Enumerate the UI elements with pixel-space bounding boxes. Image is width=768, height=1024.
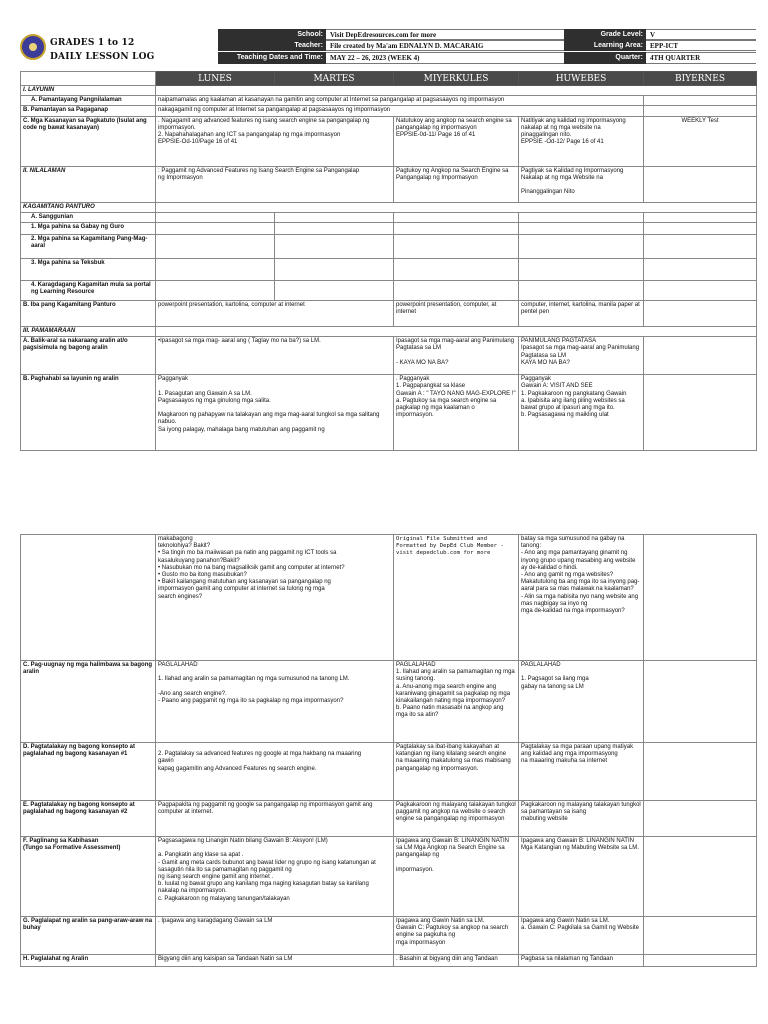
- nilalaman-lunes: : Paggamit ng Advanced Features ng Isang Search Engine sa Pangangalap ng Impormasyon: [156, 166, 394, 202]
- pagtatalakay-1-lunes: 2. Pagtalakay sa advanced features ng google at mga hakbang na maaaring gawin kapag gagamitin ang Advanced Features ng search engine.: [156, 743, 394, 801]
- pag-uugnay-lunes: PAGLALAHAD 1. Ilahad ang aralin sa pamamagitan ng mga sumusunod na tanong LM. -Ano ang search engine?. - Paano ang paggamit ng mga ito sa pagkalap ng mga impormasyon?: [156, 661, 394, 743]
- page-1: [0, 0, 768, 482]
- label-learning-resource: 4. Karagdagang Kagamitan mula sa portal ng Learning Resource: [21, 281, 156, 301]
- deped-club-notice: Original File Submitted and Formatted by DepEd Club Member - visit depedclub.com for more: [394, 535, 519, 661]
- label-balik-aral: A. Balik-aral sa nakaraang aralin at/o pagsisimula ng bagong aralin: [21, 337, 156, 375]
- label-sanggunian: A. Sanggunian: [21, 212, 156, 222]
- lesson-log-table-page-2: [20, 534, 757, 967]
- quarter-value: 4TH QUARTER: [646, 52, 756, 64]
- paglalapat-huwebes: Ipagawa ang Gawin Natin sa LM. a. Gawain C: Pagkilala sa Gamit ng Website: [519, 917, 644, 955]
- label-iba-pang-kagamitan: B. Iba pang Kagamitang Panturo: [21, 301, 156, 327]
- kasanayan-lunes: . Nagagamit ang advanced features ng isang search engine sa pangangalap ng impormasyon. 2. Napahahalagahan ang ICT sa pangangalap ng mga impormasyon EPPSIE-Od-10/Page 16 of 41: [156, 116, 394, 166]
- paglalapat-lunes: . Ipagawa ang karagdagang Gawain sa LM: [156, 917, 394, 955]
- corner-cell: [21, 72, 156, 86]
- pagtatalakay-1-miyerkules: Pagtalakay sa ibat-ibang kakayahan at katangian ng ilang kilalang search engine na maaaring makatulong sa mas mabisang pangangalap ng impormasyon.: [394, 743, 519, 801]
- day-monday: LUNES: [156, 72, 275, 86]
- nilalaman-huwebes: Pagtiyak sa Kalidad ng Impormasyong Nakalap at ng mga Website na Pinanggalingan Nito: [519, 166, 644, 202]
- balik-aral-lunes: •Ipasagot sa mga mag- aaral ang ( Taglay mo na ba?) sa LM.: [156, 337, 394, 375]
- balik-aral-huwebes: PANIMULANG PAGTATASA Ipasagot sa mga mag-aaral ang Panimulang Pagtatasa sa LM KAYA MO NA BA?: [519, 337, 644, 375]
- pag-uugnay-miyerkules: PAGLALAHAD 1. Ilahad ang aralin sa pamamagitan ng mga susing tanong. a. Anu-anong mga search engine ang karaniwang ginagamit sa pagkalap ng mga kinakailangan nating mga impormasyon? b. Paano natin masasabi na angkop ang mga ito sa atin?: [394, 661, 519, 743]
- iba-miyerkules: powerpoint presentation, computer, at internet: [394, 301, 519, 327]
- paglalahat-lunes: Bigyang diin ang kaisipan sa Tandaan Natin sa LM: [156, 955, 394, 967]
- pangnilalaman-text: naipamamalas ang kaalaman at kasanayan na gamitin ang computer at Internet sa pangangalap at pagsasaayos ng impormasyon: [156, 96, 644, 106]
- pagtatalakay-1-huwebes: Pagtalakay sa mga paraan upang matiyak ang kalidad ang mga impormasyong na maaaring makuha sa internet: [519, 743, 644, 801]
- brand-line-2: DAILY LESSON LOG: [50, 52, 155, 62]
- label-pag-uugnay: C. Pag-uugnay ng mga halimbawa sa bagong aralin: [21, 661, 156, 743]
- continued-huwebes: batay sa mga sumusunod na gabay na tanong: - Ano ang mga pamantayang ginamit ng inyong grupo upang masabing ang website ay de-kalidad o hindi. - Ano ang gamit ng mga websites? Makatutulong ba ang mga ito sa inyong pag-aaral para sa mas malawak na kaalaman? - Alin sa mga nabisita nyo nang website ang mas nagbigay sa inyo ng mga de-kalidad na mga impormasyon?: [519, 535, 644, 661]
- label-pamantayang-pangnilalaman: A. Pamantayang Pangnilalaman: [21, 96, 156, 106]
- school-label: School:: [218, 29, 326, 40]
- teacher-label: Teacher:: [218, 40, 326, 51]
- day-wednesday: MIYERKULES: [394, 72, 519, 86]
- nilalaman-miyerkules: Pagtukoy ng Angkop na Search Engine sa Pangangalap ng Impormasyon: [394, 166, 519, 202]
- section-kagamitang-panturo: KAGAMITANG PANTURO: [21, 202, 156, 212]
- section-layunin: I. LAYUNIN: [21, 86, 156, 96]
- area-value: EPP-ICT: [646, 40, 756, 51]
- kasanayan-miyerkules: Natutukoy ang angkop na search engine sa pangangalap ng impormasyon EPPSIE-0d-11/ Page 16 of 41: [394, 116, 519, 166]
- kasanayan-huwebes: Natitiyak ang kalidad ng impormasyong nakalap at ng mga website na pinaggalingan nito. EPPSIE -Od-12/ Page 16 of 41: [519, 116, 644, 166]
- label-pagtatalakay-1: D. Pagtatalakay ng bagong konsepto at paglalahad ng bagong kasanayan #1: [21, 743, 156, 801]
- grade-value: V: [646, 29, 756, 40]
- quarter-label: Quarter:: [564, 52, 646, 64]
- paghahabi-lunes: Pagganyak 1. Pasagutan ang Gawain A sa LM. Pagsasaayos ng mga ginulong mga salita. Magkaroon ng pahapyaw na talakayan ang mga mag-aaral tungkol sa mga salitang nabuo. Sa iyong palagay, mahalaga bang matutuhan ang paggamit ng: [156, 375, 394, 451]
- section-nilalaman: II. NILALAMAN: [21, 166, 156, 202]
- iba-lunes: powerpoint presentation, kartolina, computer at internet: [156, 301, 394, 327]
- kasanayan-biyernes: WEEKLY Test: [644, 116, 757, 166]
- grade-label: Grade Level:: [564, 29, 646, 40]
- label-teksbuk: 3. Mga pahina sa Teksbuk: [21, 259, 156, 281]
- label-gabay-guro: 1. Mga pahina sa Gabay ng Guro: [21, 223, 156, 235]
- pagaganap-text: nakagagamit ng computer at Internet sa pangangalap at pagsasaayos ng impormasyon: [156, 106, 644, 116]
- day-friday: BIYERNES: [644, 72, 757, 86]
- header-info: [218, 29, 756, 65]
- day-thursday: HUWEBES: [519, 72, 644, 86]
- label-pamantayan-pagaganap: B. Pamantayan sa Pagaganap: [21, 106, 156, 116]
- pagtatalakay-2-lunes: Pagpapakita ng paggamit ng google sa pangangalap ng impormasyon gamit ang computer at internet.: [156, 801, 394, 837]
- lesson-log-table-page-1: [20, 71, 757, 451]
- pag-uugnay-huwebes: PAGLALAHAD 1. Pagsagot sa ilang mga gabay na tanong sa LM: [519, 661, 644, 743]
- balik-aral-miyerkules: Ipasagot sa mga mag-aaral ang Panimulang Pagtatasa sa LM - KAYA MO NA BA?: [394, 337, 519, 375]
- label-paglalahat: H. Paglalahat ng Aralin: [21, 955, 156, 967]
- day-header-row: [21, 72, 757, 86]
- pagtatalakay-2-miyerkules: Pagkakaroon ng malayang talakayan tungkol paggamit ng angkop na website o search engine sa pangangalap ng impormasyon: [394, 801, 519, 837]
- label-kagamitang-pang-mag-aaral: 2. Mga pahina sa Kagamitang Pang-Mag-aaral: [21, 235, 156, 259]
- label-pagtatalakay-2: E. Pagtatalakay ng bagong konsepto at paglalahad ng bagong kasanayan #2: [21, 801, 156, 837]
- page-2: [0, 526, 768, 1024]
- iba-huwebes: computer, internet, kartolina, manila paper at pentel pen: [519, 301, 644, 327]
- label-paghahabi: B. Paghahabi sa layunin ng aralin: [21, 375, 156, 451]
- section-pamamaraan: III. PAMAMARAAN: [21, 327, 156, 337]
- paglalahat-huwebes: Pagbasa sa nilalaman ng Tandaan: [519, 955, 644, 967]
- label-kasanayan: C. Mga Kasanayan sa Pagkatuto (Isulat ang code ng bawat kasanayan): [21, 116, 156, 166]
- label-paglalapat: G. Paglalapat ng aralin sa pang-araw-araw na buhay: [21, 917, 156, 955]
- pagtatalakay-2-huwebes: Pagkakaroon ng malayang talakayan tungkol sa pamantayan sa isang mabuting website: [519, 801, 644, 837]
- paghahabi-miyerkules: . Pagganyak 1. Pagpapangkat sa klase Gawain A : " TAYO NANG MAG-EXPLORE !" a. Pagtukoy sa mga search engine sa pagkalap ng mga kaalaman o impormasyon.: [394, 375, 519, 451]
- paglalapat-miyerkules: Ipagawa ang Gawin Natin sa LM. Gawain C: Pagtukoy sa angkop na search engine sa pagkuha ng mga impormasyon: [394, 917, 519, 955]
- area-label: Learning Area:: [564, 40, 646, 51]
- dates-value: MAY 22 – 26, 2023 (WEEK 4): [326, 52, 564, 64]
- paglinang-miyerkules: Ipagawa ang Gawain B: LINANGIN NATIN sa LM Mga Angkop na Search Engine sa pangangalap ng impormasyon.: [394, 837, 519, 917]
- paglinang-lunes: Pagsasagawa ng Linangin Natin bilang Gawain B: Aksyon! (LM) a. Pangkatin ang klase sa apat . - Gamit ang meta cards bubunot ang bawat lider ng grupo ng isang katanungan at sasagutin nila ito sa pamamagitan ng paggamit ng ng isang search engine gamit ang internet . b. Iuulat ng bawat grupo ang kanilang mga naging kasagutan batay sa kanilang nakalap na impormasyon. c. Pagkakaroon ng malayang tanungan/talakayan: [156, 837, 394, 917]
- brand-line-1: GRADES 1 to 12: [50, 38, 135, 48]
- continued-lunes: makabagong teknolohiya? Bakit? • Sa tingin mo ba maiiwasan pa natin ang paggamit ng ICT tools sa kasalukuyang panahon?Bakit? • Nasubukan mo na bang magsaliksik gamit ang computer at internet? • Gusto mo ba itong masubukan? • Bakit kailangang matutuhan ang kasanayan sa pangangalap ng impormasyon gamit ang computer at internet sa tulong ng mga search engines?: [156, 535, 394, 661]
- school-value: Visit DepEdresources.com for more: [326, 29, 564, 40]
- day-tuesday: MARTES: [275, 72, 394, 86]
- paglinang-huwebes: Ipagawa ang Gawain B: LINANGIN NATIN Mga Katangian ng Mabuting Website sa LM.: [519, 837, 644, 917]
- paghahabi-huwebes: Pagganyak Gawain A: VISIT AND SEE 1. Pagkakaroon ng pangkatang Gawain a. Ipabisita ang ilang piling websites sa bawat grupo at ipasuri ang mga ito. b. Pagsasagawa ng maikling ulat: [519, 375, 644, 451]
- deped-seal-icon: [20, 34, 46, 60]
- label-paglinang: F. Paglinang sa Kabihasan (Tungo sa Formative Assessment): [21, 837, 156, 917]
- paglalahat-miyerkules: . Basahin at bigyang diin ang Tandaan: [394, 955, 519, 967]
- dates-label: Teaching Dates and Time:: [218, 52, 326, 64]
- teacher-value: File created by Ma'am EDNALYN D. MACARAIG: [326, 40, 564, 51]
